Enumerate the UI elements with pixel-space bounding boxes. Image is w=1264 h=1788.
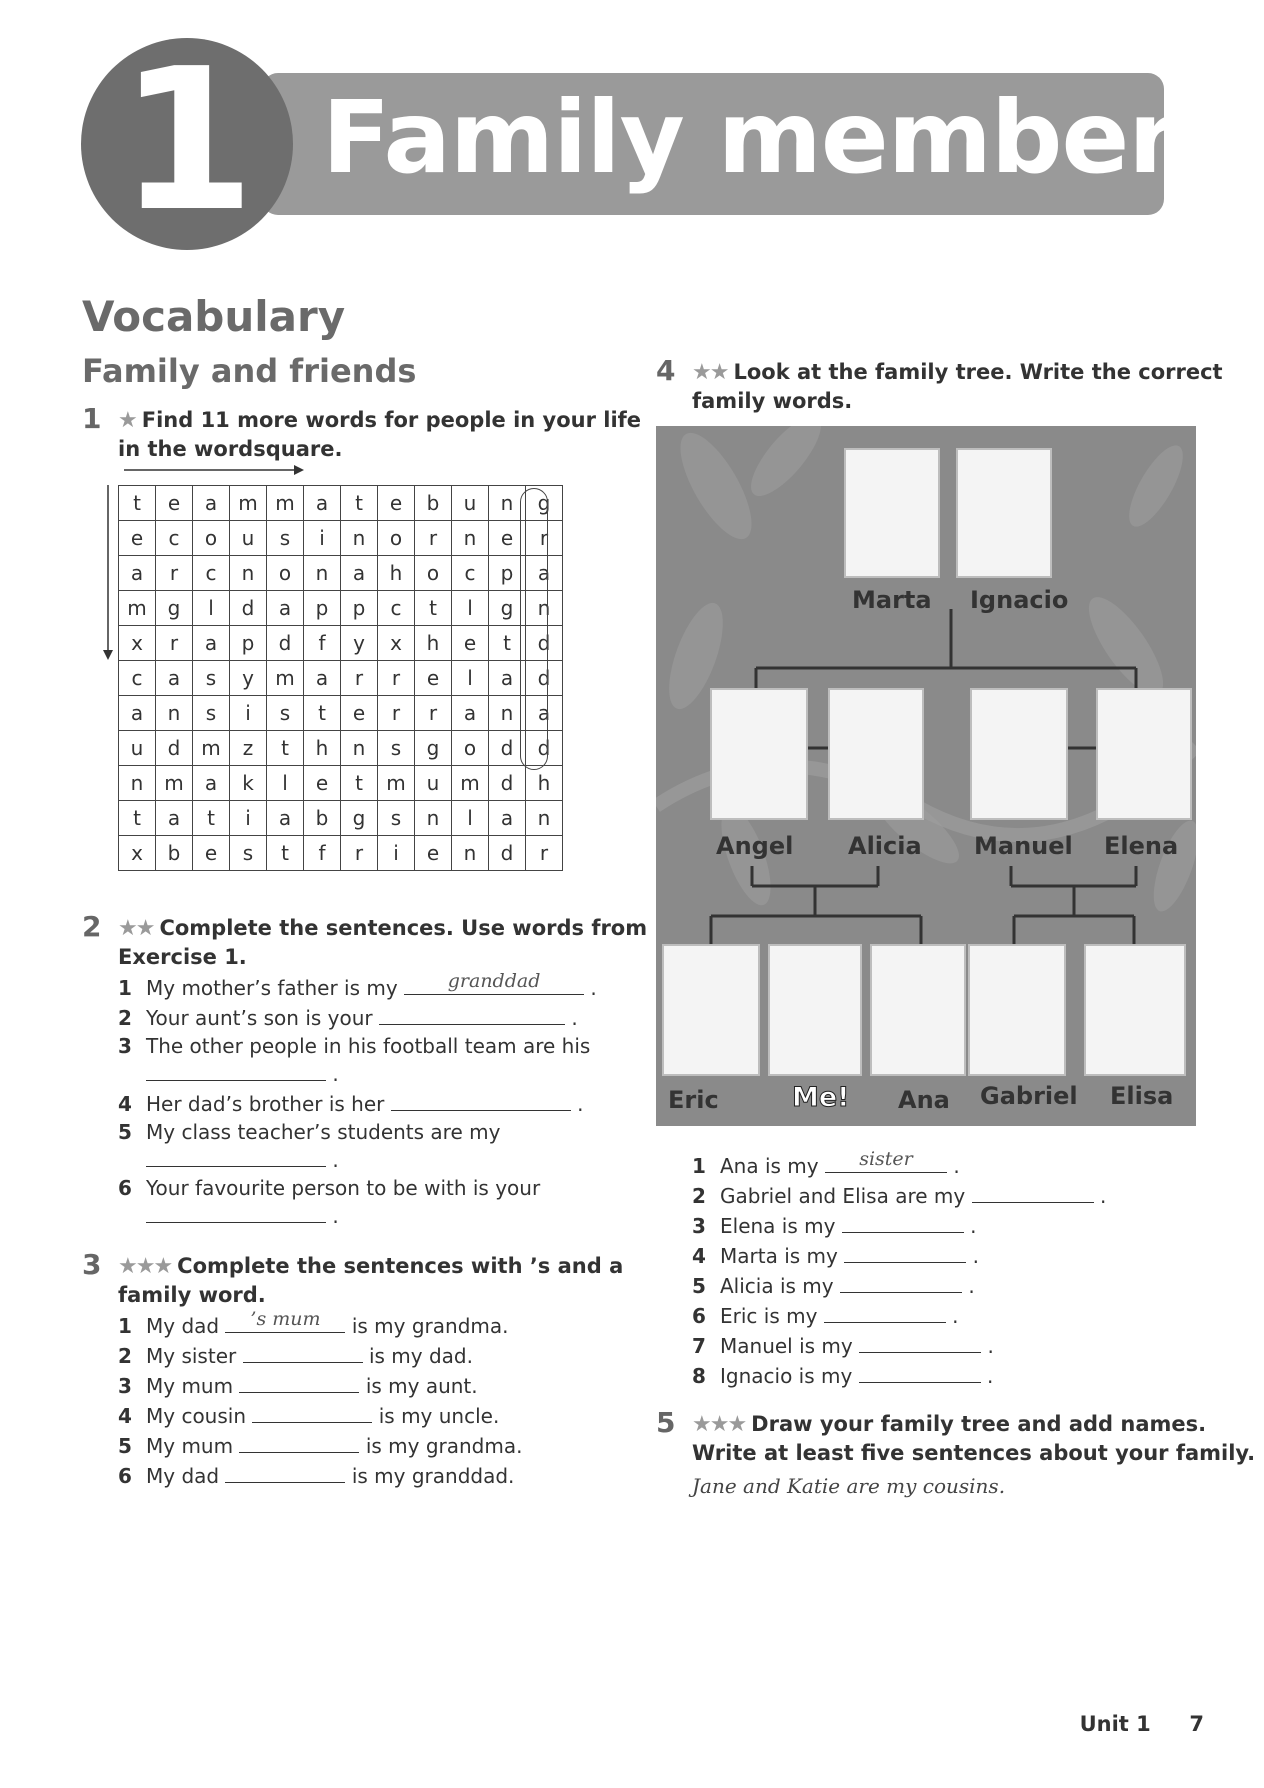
answer-blank[interactable]	[840, 1272, 962, 1293]
exercise-3-item: 2 My sister is my dad.	[118, 1344, 473, 1368]
found-word-ring	[520, 488, 548, 770]
exercise-1-instruction: ★ Find 11 more words for people in your life in the wordsquare.	[118, 408, 642, 461]
name-eric: Eric	[668, 1086, 719, 1114]
wordsquare-cell: m	[230, 486, 267, 521]
wordsquare-cell: n	[230, 556, 267, 591]
answer-blank[interactable]	[146, 1060, 326, 1081]
answer-blank[interactable]: granddad	[404, 974, 584, 995]
wordsquare-cell: d	[489, 766, 526, 801]
wordsquare-row	[119, 836, 563, 871]
wordsquare-cell: e	[378, 486, 415, 521]
wordsquare-cell: x	[119, 626, 156, 661]
exercise-2-item: 6 Your favourite person to be with is your	[118, 1176, 541, 1200]
wordsquare-cell: e	[415, 661, 452, 696]
answer-blank[interactable]	[146, 1202, 326, 1223]
exercise-4-item: 2 Gabriel and Elisa are my .	[692, 1184, 1107, 1208]
name-ana: Ana	[898, 1086, 950, 1114]
exercise-3-instruction: ★★★ Complete the sentences with ’s and a family word.	[118, 1254, 624, 1307]
wordsquare-cell: a	[156, 801, 193, 836]
wordsquare-cell: p	[230, 626, 267, 661]
wordsquare-cell: k	[230, 766, 267, 801]
name-gabriel: Gabriel	[980, 1082, 1078, 1110]
portrait-elisa	[1084, 944, 1186, 1076]
wordsquare-cell: c	[378, 591, 415, 626]
wordsquare-cell: s	[267, 521, 304, 556]
wordsquare-cell: m	[119, 591, 156, 626]
wordsquare-cell: t	[415, 591, 452, 626]
name-elisa: Elisa	[1110, 1082, 1174, 1110]
wordsquare-cell: r	[341, 661, 378, 696]
wordsquare-cell: a	[193, 766, 230, 801]
wordsquare-cell: a	[193, 626, 230, 661]
wordsquare-cell: r	[526, 521, 563, 556]
wordsquare-cell: e	[341, 696, 378, 731]
wordsquare-cell: d	[526, 661, 563, 696]
answer-blank[interactable]	[391, 1090, 571, 1111]
wordsquare-cell: t	[267, 731, 304, 766]
wordsquare-cell: h	[526, 766, 563, 801]
wordsquare-cell: g	[341, 801, 378, 836]
portrait-elena	[1096, 688, 1192, 820]
answer-blank[interactable]: sister	[825, 1152, 947, 1173]
wordsquare-cell: g	[526, 486, 563, 521]
difficulty-stars: ★	[118, 408, 136, 433]
family-tree-panel	[656, 426, 1196, 1126]
wordsquare-cell: e	[193, 836, 230, 871]
wordsquare-cell: x	[119, 836, 156, 871]
answer-blank[interactable]	[239, 1432, 359, 1453]
wordsquare-cell: y	[341, 626, 378, 661]
portrait-gabriel	[968, 944, 1066, 1076]
section-subtitle: Family and friends	[82, 352, 417, 390]
name-alicia: Alicia	[848, 832, 922, 860]
exercise-4-item: 6 Eric is my .	[692, 1304, 959, 1328]
wordsquare-cell: b	[156, 836, 193, 871]
wordsquare-cell: r	[415, 696, 452, 731]
wordsquare-cell: s	[378, 731, 415, 766]
wordsquare-cell: h	[378, 556, 415, 591]
name-angel: Angel	[716, 832, 794, 860]
exercise-2-item-continued: .	[146, 1202, 339, 1228]
exercise-3-item: 4 My cousin is my uncle.	[118, 1404, 500, 1428]
wordsquare-cell: d	[489, 836, 526, 871]
wordsquare-cell: a	[267, 801, 304, 836]
wordsquare-cell: f	[304, 626, 341, 661]
wordsquare-row	[119, 486, 563, 521]
answer-blank[interactable]	[844, 1242, 966, 1263]
wordsquare-row	[119, 696, 563, 731]
wordsquare-cell: n	[341, 521, 378, 556]
name-ignacio: Ignacio	[970, 586, 1069, 614]
wordsquare-cell: f	[304, 836, 341, 871]
wordsquare-cell: r	[526, 836, 563, 871]
answer-blank[interactable]	[225, 1462, 345, 1483]
wordsquare-cell: n	[489, 696, 526, 731]
exercise-4-item: 8 Ignacio is my .	[692, 1364, 994, 1388]
wordsquare-cell: l	[452, 591, 489, 626]
wordsquare-cell: d	[526, 626, 563, 661]
wordsquare-cell: y	[230, 661, 267, 696]
wordsquare-row	[119, 731, 563, 766]
exercise-4-item: 4 Marta is my .	[692, 1244, 979, 1268]
wordsquare-cell: m	[156, 766, 193, 801]
wordsquare-cell: t	[119, 486, 156, 521]
difficulty-stars: ★★	[118, 916, 154, 941]
answer-blank[interactable]	[824, 1302, 946, 1323]
wordsquare-cell: s	[267, 696, 304, 731]
portrait-me	[768, 944, 862, 1076]
wordsquare-cell: g	[415, 731, 452, 766]
wordsquare-cell: r	[378, 661, 415, 696]
wordsquare-cell: l	[193, 591, 230, 626]
wordsquare-cell: r	[378, 696, 415, 731]
exercise-3-item: 6 My dad is my granddad.	[118, 1464, 515, 1488]
answer-blank[interactable]	[972, 1182, 1094, 1203]
unit-number: 1	[118, 27, 256, 255]
exercise-2-item: 1 My mother’s father is my granddad .	[118, 970, 597, 1000]
wordsquare-cell: a	[489, 801, 526, 836]
exercise-2-item: 4 Her dad’s brother is her .	[118, 1092, 584, 1116]
wordsquare-cell: n	[415, 801, 452, 836]
wordsquare-cell: m	[267, 486, 304, 521]
wordsquare-cell: i	[304, 521, 341, 556]
wordsquare-cell: e	[452, 626, 489, 661]
answer-blank[interactable]	[243, 1342, 363, 1363]
exercise-3-item: 3 My mum is my aunt.	[118, 1374, 478, 1398]
wordsquare-cell: t	[119, 801, 156, 836]
exercise-2-item: 5 My class teacher’s students are my	[118, 1120, 501, 1144]
wordsquare-cell: n	[304, 556, 341, 591]
wordsquare-cell: r	[156, 626, 193, 661]
wordsquare-cell: i	[230, 801, 267, 836]
wordsquare-cell: d	[489, 731, 526, 766]
wordsquare-cell: e	[415, 836, 452, 871]
wordsquare-cell: a	[304, 661, 341, 696]
wordsquare-cell: t	[193, 801, 230, 836]
wordsquare-cell: n	[156, 696, 193, 731]
exercise-4-instruction: ★★ Look at the family tree. Write the correct family words.	[692, 360, 1223, 413]
wordsquare-cell: u	[230, 521, 267, 556]
wordsquare-cell: s	[193, 696, 230, 731]
wordsquare-cell: s	[378, 801, 415, 836]
exercise-4-item: 5 Alicia is my .	[692, 1274, 975, 1298]
portrait-angel	[710, 688, 808, 820]
answer-blank[interactable]	[859, 1332, 981, 1353]
wordsquare-cell: g	[156, 591, 193, 626]
wordsquare-cell: r	[156, 556, 193, 591]
wordsquare-cell: i	[378, 836, 415, 871]
wordsquare-cell: o	[452, 731, 489, 766]
wordsquare-cell: u	[415, 766, 452, 801]
wordsquare-cell: i	[230, 696, 267, 731]
wordsquare-cell: c	[156, 521, 193, 556]
wordsquare-cell: t	[341, 486, 378, 521]
wordsquare-row	[119, 626, 563, 661]
wordsquare-cell: d	[156, 731, 193, 766]
exercise-3-item: 5 My mum is my grandma.	[118, 1434, 523, 1458]
exercise-2-item: 3 The other people in his football team are his	[118, 1034, 591, 1058]
wordsquare-cell: a	[193, 486, 230, 521]
wordsquare-cell: p	[341, 591, 378, 626]
wordsquare-cell: a	[304, 486, 341, 521]
wordsquare-cell: t	[489, 626, 526, 661]
difficulty-stars: ★★★	[692, 1412, 746, 1437]
wordsquare-cell: p	[489, 556, 526, 591]
section-title: Vocabulary	[82, 292, 346, 341]
exercise-4-number: 4	[656, 354, 676, 387]
wordsquare-cell: o	[267, 556, 304, 591]
wordsquare-cell: b	[304, 801, 341, 836]
name-marta: Marta	[852, 586, 932, 614]
page-footer	[1080, 1712, 1204, 1736]
wordsquare-cell: s	[193, 661, 230, 696]
exercise-4-item: 1 Ana is my sister .	[692, 1148, 960, 1178]
wordsquare-cell: d	[526, 731, 563, 766]
name-me: Me!	[792, 1082, 850, 1113]
wordsquare-cell: u	[452, 486, 489, 521]
wordsquare-cell: p	[304, 591, 341, 626]
name-manuel: Manuel	[974, 832, 1073, 860]
portrait-eric	[662, 944, 760, 1076]
wordsquare-row	[119, 591, 563, 626]
page-title: Family members	[322, 79, 1236, 196]
exercise-1-number: 1	[82, 402, 102, 435]
wordsquare-cell: g	[489, 591, 526, 626]
wordsquare-cell: m	[378, 766, 415, 801]
wordsquare-cell: m	[193, 731, 230, 766]
exercise-2-number: 2	[82, 910, 102, 943]
wordsquare-cell: c	[452, 556, 489, 591]
wordsquare-cell: n	[489, 486, 526, 521]
portrait-manuel	[970, 688, 1068, 820]
wordsquare-row	[119, 521, 563, 556]
wordsquare-cell: l	[267, 766, 304, 801]
wordsquare-cell: t	[341, 766, 378, 801]
wordsquare-cell: t	[267, 836, 304, 871]
footer-unit: Unit 1	[1079, 1712, 1151, 1736]
difficulty-stars: ★★★	[118, 1254, 172, 1279]
wordsquare-cell: n	[119, 766, 156, 801]
wordsquare-cell: o	[193, 521, 230, 556]
exercise-3-item: 1 My dad ’s mum is my grandma.	[118, 1308, 509, 1338]
exercise-4-item: 7 Manuel is my .	[692, 1334, 994, 1358]
wordsquare-cell: t	[304, 696, 341, 731]
wordsquare-cell: e	[156, 486, 193, 521]
portrait-alicia	[828, 688, 924, 820]
wordsquare-cell: n	[452, 521, 489, 556]
wordsquare-cell: a	[119, 556, 156, 591]
difficulty-stars: ★★	[692, 360, 728, 385]
wordsquare-cell: x	[378, 626, 415, 661]
wordsquare-cell: o	[378, 521, 415, 556]
wordsquare-row	[119, 766, 563, 801]
wordsquare-cell: b	[415, 486, 452, 521]
wordsquare-cell: o	[415, 556, 452, 591]
wordsquare-cell: a	[341, 556, 378, 591]
exercise-4-item: 3 Elena is my .	[692, 1214, 977, 1238]
wordsquare-cell: l	[452, 801, 489, 836]
wordsquare-cell: a	[489, 661, 526, 696]
wordsquare-cell: a	[452, 696, 489, 731]
wordsquare-cell: c	[119, 661, 156, 696]
wordsquare-row	[119, 801, 563, 836]
wordsquare-cell: a	[267, 591, 304, 626]
wordsquare-cell: e	[119, 521, 156, 556]
portrait-marta	[844, 448, 940, 578]
wordsquare-cell: z	[230, 731, 267, 766]
wordsquare-cell: l	[452, 661, 489, 696]
answer-blank[interactable]	[239, 1372, 359, 1393]
answer-blank[interactable]	[146, 1146, 326, 1167]
answer-blank[interactable]	[842, 1212, 964, 1233]
exercise-3-number: 3	[82, 1248, 102, 1281]
exercise-2-item-continued: .	[146, 1060, 339, 1086]
wordsquare-cell: u	[119, 731, 156, 766]
answer-blank[interactable]	[859, 1362, 981, 1383]
exercise-5-number: 5	[656, 1406, 676, 1439]
wordsquare-cell: n	[526, 591, 563, 626]
answer-blank[interactable]	[252, 1402, 372, 1423]
wordsquare-cell: a	[526, 556, 563, 591]
wordsquare-cell: m	[267, 661, 304, 696]
exercise-5-example: Jane and Katie are my cousins.	[692, 1474, 1006, 1498]
exercise-2-instruction: ★★ Complete the sentences. Use words from Exercise 1.	[118, 916, 648, 969]
portrait-ana	[870, 944, 966, 1076]
wordsquare-row	[119, 661, 563, 696]
wordsquare-cell: a	[156, 661, 193, 696]
wordsquare-cell: n	[452, 836, 489, 871]
wordsquare-cell: a	[526, 696, 563, 731]
wordsquare-row	[119, 556, 563, 591]
wordsquare-cell: d	[267, 626, 304, 661]
wordsquare-grid	[118, 485, 563, 871]
wordsquare-cell: s	[230, 836, 267, 871]
wordsquare-cell: n	[526, 801, 563, 836]
name-elena: Elena	[1104, 832, 1179, 860]
exercise-5-instruction: ★★★ Draw your family tree and add names. Write at least five sentences about your family.	[692, 1412, 1256, 1465]
wordsquare-cell: r	[341, 836, 378, 871]
wordsquare-cell: n	[341, 731, 378, 766]
wordsquare-cell: a	[119, 696, 156, 731]
exercise-2-item: 2 Your aunt’s son is your .	[118, 1006, 578, 1030]
wordsquare-cell: h	[304, 731, 341, 766]
wordsquare-cell: m	[452, 766, 489, 801]
answer-blank[interactable]: ’s mum	[225, 1312, 345, 1333]
page-number: 7	[1189, 1712, 1204, 1736]
exercise-2-item-continued: .	[146, 1146, 339, 1172]
wordsquare-cell: d	[230, 591, 267, 626]
wordsquare-cell: c	[193, 556, 230, 591]
wordsquare-cell: r	[415, 521, 452, 556]
wordsquare-cell: e	[489, 521, 526, 556]
answer-blank[interactable]	[379, 1004, 565, 1025]
wordsquare-cell: h	[415, 626, 452, 661]
portrait-ignacio	[956, 448, 1052, 578]
wordsquare-cell: e	[304, 766, 341, 801]
